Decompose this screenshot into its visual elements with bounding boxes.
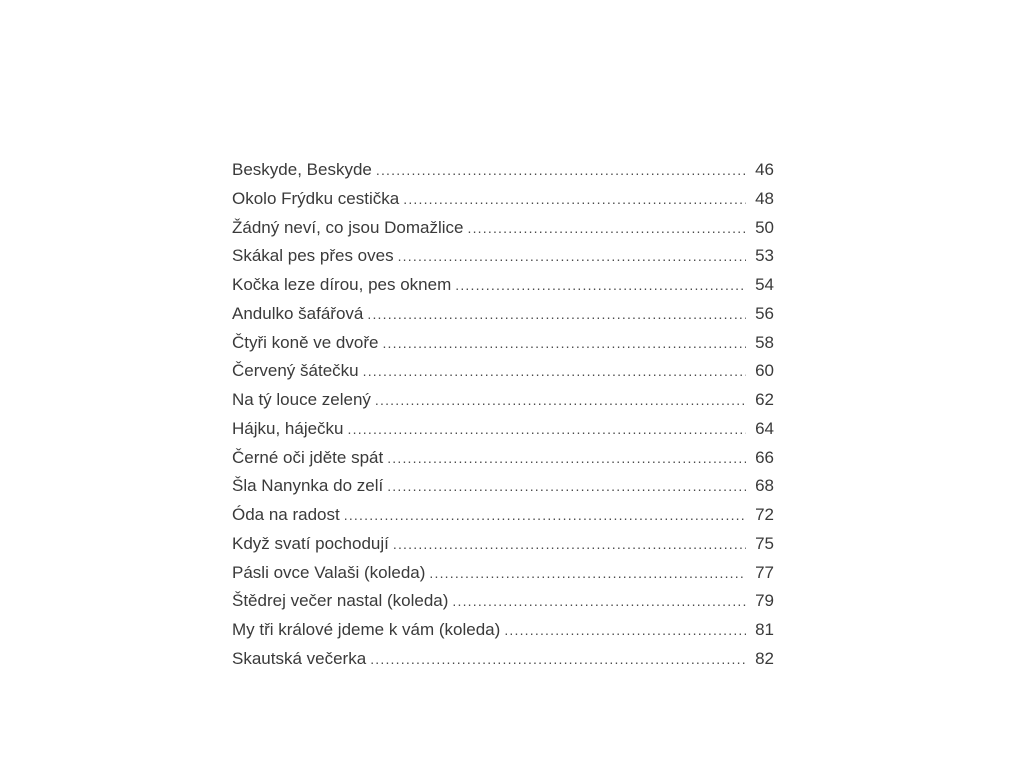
toc-entry-title: Na tý louce zelený xyxy=(232,390,371,409)
toc-entry xyxy=(232,214,774,243)
toc-entry-title: Okolo Frýdku cestička xyxy=(232,188,400,208)
toc-entry-title: Černé oči jděte spát xyxy=(232,447,384,467)
table-of-contents xyxy=(232,156,774,674)
toc-entry-page: 58 xyxy=(755,332,774,352)
toc-entry-page: 82 xyxy=(755,648,774,668)
toc-dot-leader xyxy=(367,300,746,329)
toc-entry xyxy=(232,271,774,300)
toc-dot-leader xyxy=(468,214,747,243)
toc-dot-leader xyxy=(429,559,746,588)
toc-dot-leader xyxy=(398,242,746,271)
toc-dot-leader xyxy=(504,616,746,645)
toc-dot-leader xyxy=(455,271,746,300)
toc-entry xyxy=(232,645,774,674)
toc-entry-title: Óda na radost xyxy=(232,505,340,524)
toc-entry xyxy=(232,559,774,588)
toc-entry-title: Skautská večerka xyxy=(232,648,367,668)
toc-entry-title: Skákal pes přes oves xyxy=(232,246,394,266)
toc-entry xyxy=(232,185,774,214)
toc-entry-title: Když svatí pochodují xyxy=(232,533,389,553)
toc-dot-leader xyxy=(393,530,746,559)
toc-dot-leader xyxy=(382,329,746,358)
toc-entry-page: 54 xyxy=(755,275,774,294)
toc-dot-leader xyxy=(387,444,746,473)
toc-entry-page: 56 xyxy=(755,303,774,323)
toc-dot-leader xyxy=(363,357,746,386)
toc-entry xyxy=(232,156,774,185)
toc-entry xyxy=(232,501,774,530)
toc-entry-page: 77 xyxy=(755,562,774,582)
toc-entry xyxy=(232,300,774,329)
toc-dot-leader xyxy=(344,501,746,530)
toc-dot-leader xyxy=(403,185,746,214)
toc-entry xyxy=(232,587,774,616)
toc-entry-page: 62 xyxy=(755,390,774,409)
toc-entry xyxy=(232,530,774,559)
toc-entry-title: Beskyde, Beskyde xyxy=(232,160,372,179)
toc-entry-title: Čtyři koně ve dvoře xyxy=(232,332,379,352)
toc-entry-title: Andulko šafářová xyxy=(232,303,364,323)
toc-entry-page: 79 xyxy=(755,591,774,611)
toc-entry-page: 81 xyxy=(755,620,774,639)
toc-entry xyxy=(232,472,774,501)
toc-entry-page: 46 xyxy=(755,160,774,179)
toc-dot-leader xyxy=(387,472,746,501)
toc-dot-leader xyxy=(376,156,746,185)
toc-entry-page: 72 xyxy=(755,505,774,524)
toc-entry-title: Štědrej večer nastal (koleda) xyxy=(232,591,449,611)
toc-entry-page: 48 xyxy=(755,188,774,208)
toc-entry-title: Šla Nanynka do zelí xyxy=(232,476,384,496)
toc-entry-page: 53 xyxy=(755,246,774,266)
toc-dot-leader xyxy=(452,587,746,616)
toc-entry-title: My tři králové jdeme k vám (koleda) xyxy=(232,620,501,639)
toc-entry-title: Pásli ovce Valaši (koleda) xyxy=(232,562,426,582)
toc-dot-leader xyxy=(348,415,746,444)
toc-entry xyxy=(232,242,774,271)
toc-entry-title: Hájku, háječku xyxy=(232,418,344,438)
toc-entry-title: Kočka leze dírou, pes oknem xyxy=(232,275,452,294)
toc-entry-page: 68 xyxy=(755,476,774,496)
toc-entry-title: Žádný neví, co jsou Domažlice xyxy=(232,217,464,237)
toc-entry-page: 66 xyxy=(755,447,774,467)
toc-dot-leader xyxy=(375,386,746,415)
toc-entry-title: Červený šátečku xyxy=(232,361,359,381)
toc-entry-page: 75 xyxy=(755,533,774,553)
toc-entry xyxy=(232,329,774,358)
toc-entry xyxy=(232,357,774,386)
toc-entry xyxy=(232,415,774,444)
toc-entry-page: 60 xyxy=(755,361,774,381)
toc-entry xyxy=(232,386,774,415)
toc-entry xyxy=(232,444,774,473)
toc-entry-page: 64 xyxy=(755,418,774,438)
toc-entry xyxy=(232,616,774,645)
toc-dot-leader xyxy=(370,645,746,674)
toc-entry-page: 50 xyxy=(755,217,774,237)
